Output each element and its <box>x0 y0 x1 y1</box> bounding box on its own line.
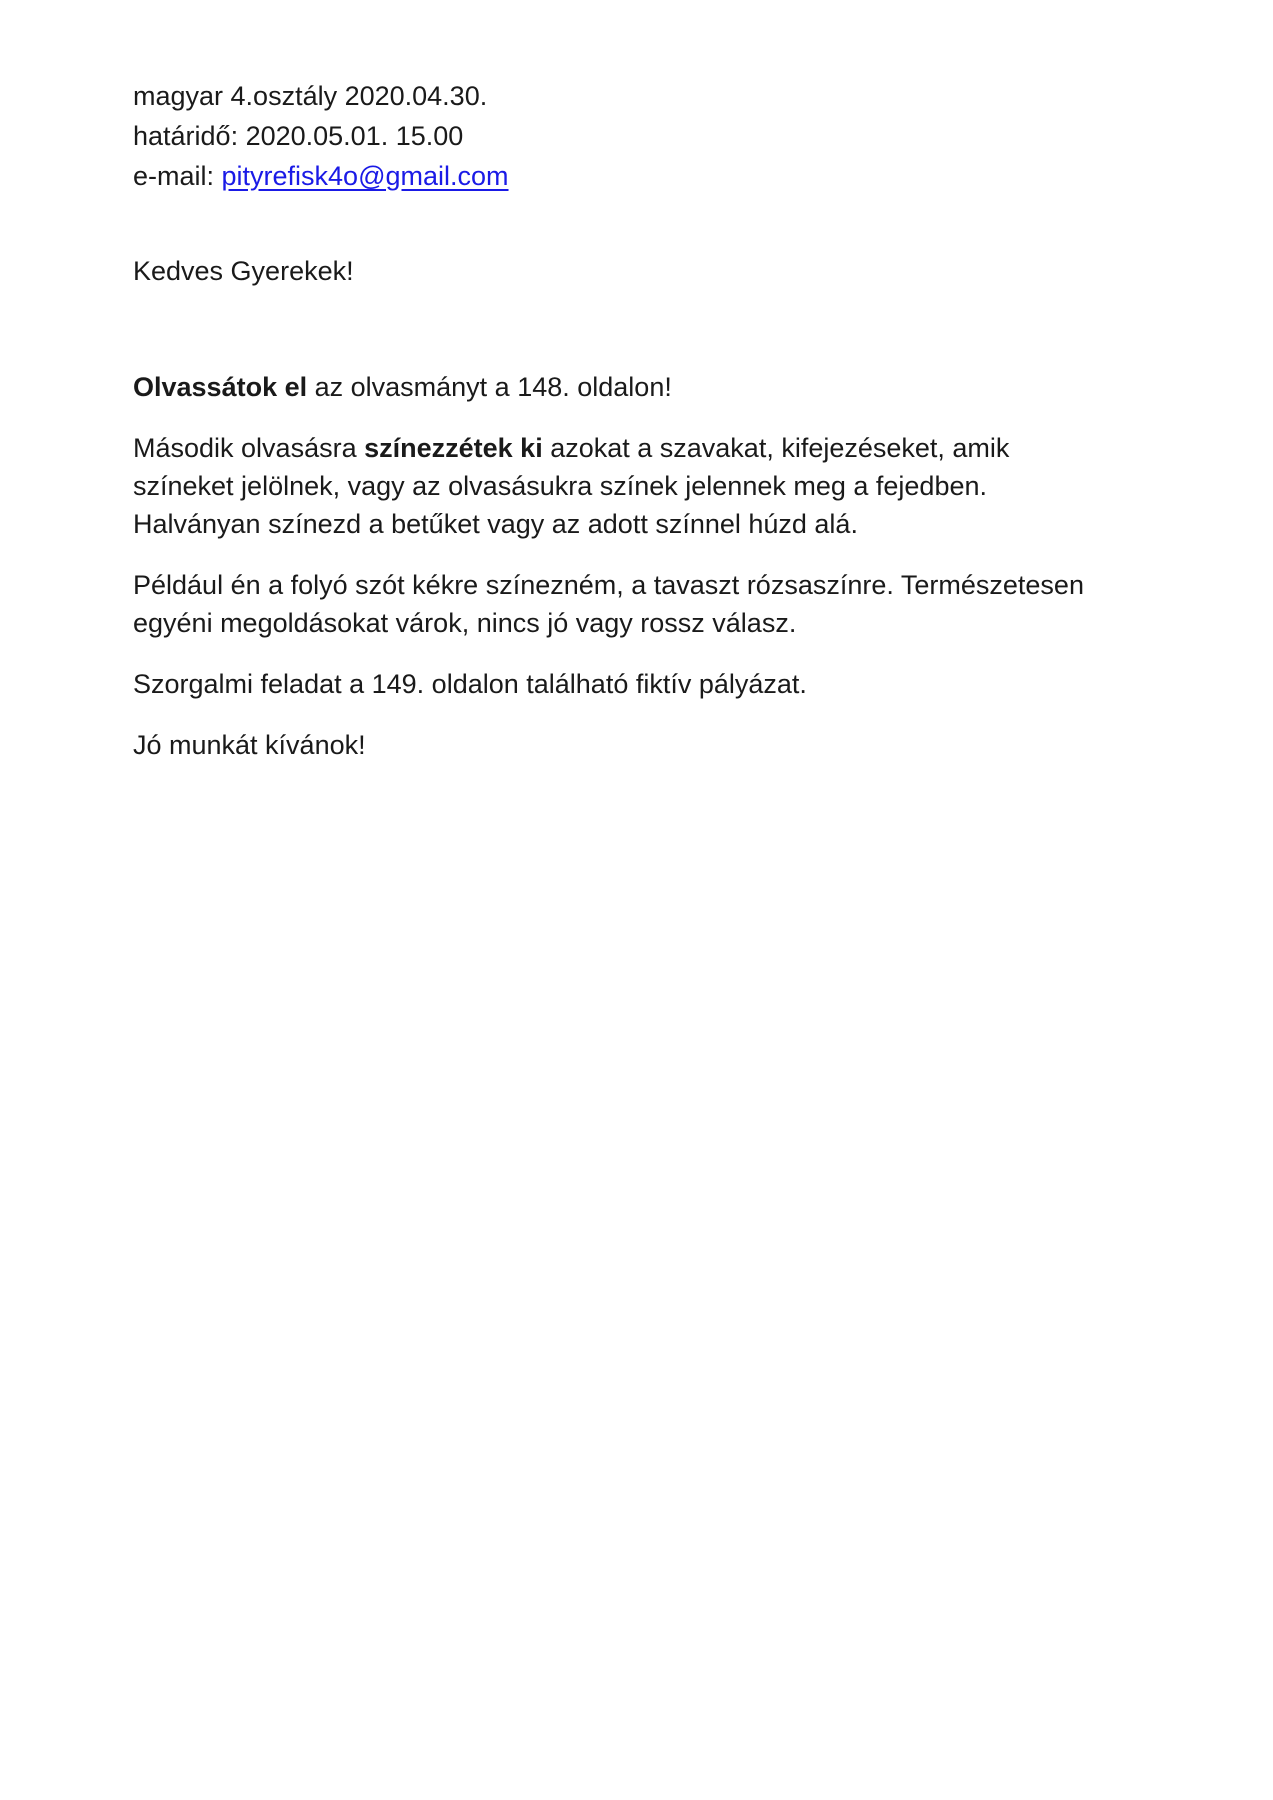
paragraph-2-prefix-span: Második olvasásra <box>133 433 365 463</box>
header-email-line <box>133 156 1123 196</box>
email-link[interactable]: pityrefisk4o@gmail.com <box>221 161 509 191</box>
paragraph-coloring-instructions <box>133 429 1098 543</box>
paragraph-1-bold-span: Olvassátok el <box>133 372 308 402</box>
greeting-text: Kedves Gyerekek! <box>133 256 354 286</box>
header-deadline: határidő: 2020.05.01. 15.00 <box>133 121 464 151</box>
paragraph-2-rest-span: azokat a szavakat, kifejezéseket, amik színeket jelölnek, vagy az olvasásukra színek jelennek meg a fejedben. Halványan színezd a betűket vagy az adott színnel húzd alá. <box>133 433 1010 539</box>
header-subject-date: magyar 4.osztály 2020.04.30. <box>133 81 488 111</box>
paragraph-2-bold-span: színezzétek ki <box>364 433 543 463</box>
document-header <box>133 76 1123 196</box>
paragraph-read-assignment <box>133 368 1098 406</box>
paragraph-extra-task: Szorgalmi feladat a 149. oldalon található fiktív pályázat. <box>133 669 807 699</box>
email-label: e-mail: <box>133 161 222 191</box>
paragraph-1-rest-span: az olvasmányt a 148. oldalon! <box>307 372 672 402</box>
paragraph-example: Például én a folyó szót kékre színezném, a tavaszt rózsaszínre. Természetesen egyéni megoldásokat várok, nincs jó vagy rossz válasz. <box>133 570 1084 638</box>
paragraph-closing: Jó munkát kívánok! <box>133 730 366 760</box>
document-body <box>133 368 1098 764</box>
